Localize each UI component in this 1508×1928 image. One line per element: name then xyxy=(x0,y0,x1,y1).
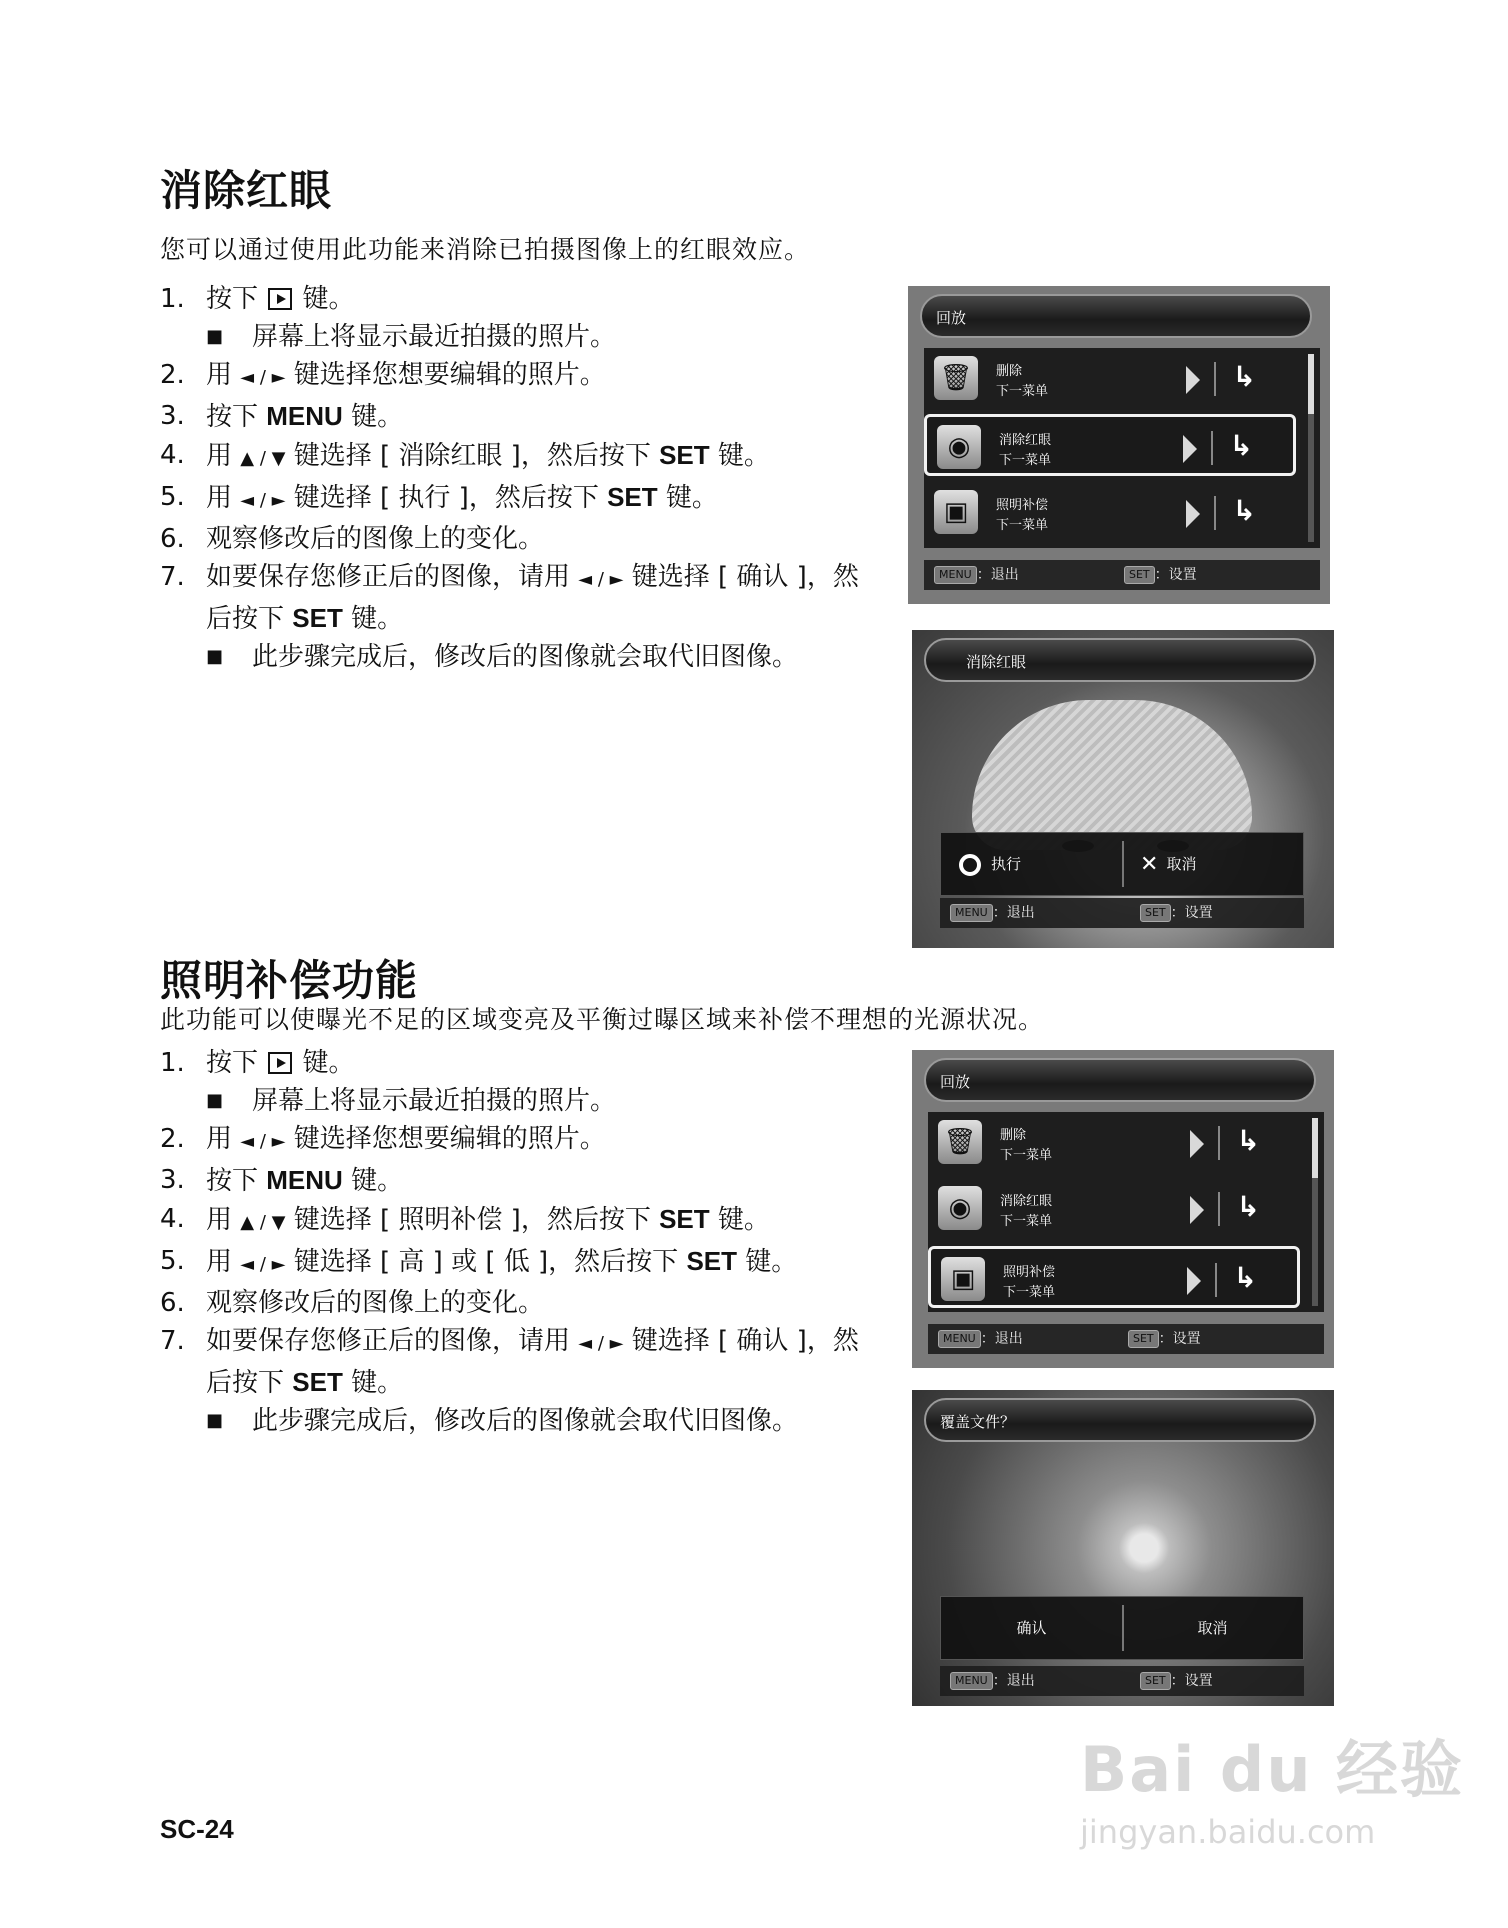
step-item: 4. 用 ▲ / ▼ 键选择 [ 消除红眼 ]，然后按下 SET 键。 xyxy=(160,440,770,471)
steps-list-backlight xyxy=(160,1044,880,1440)
screen-title: 回放 xyxy=(920,294,1312,338)
trash-icon: 🗑 xyxy=(934,356,978,400)
menu-item-redeye[interactable]: ◉ 消除红眼 下一菜单 ↳ xyxy=(928,1178,1300,1240)
screen-footer: MENU ：退出 SET ：设置 xyxy=(940,898,1304,928)
menu-item-delete[interactable]: 🗑 删除 下一菜单 ↳ xyxy=(928,1112,1300,1174)
step-item: 5. 用 ◄ / ► 键选择 [ 执行 ]，然后按下 SET 键。 xyxy=(160,482,718,513)
screen-footer: MENU ：退出 SET ：设置 xyxy=(928,1324,1324,1354)
enter-icon: ↳ xyxy=(1233,1261,1257,1294)
confirm-option[interactable]: 确认 xyxy=(1016,1619,1047,1637)
step-item: 5. 用 ◄ / ► 键选择 [ 高 ] 或 [ 低 ]，然后按下 SET 键。 xyxy=(160,1246,798,1277)
enter-icon: ↳ xyxy=(1232,494,1256,527)
backlight-icon: ▣ xyxy=(934,490,978,534)
camera-screen-redeye xyxy=(912,630,1334,948)
step-item: 1. 按下 键。 xyxy=(160,284,355,314)
camera-screen-menu-1 xyxy=(908,286,1330,604)
camera-screen-menu-2 xyxy=(912,1050,1334,1368)
arrow-right-icon xyxy=(1190,1196,1204,1224)
menu-item-backlight[interactable]: ▣ 照明补偿 下一菜单 ↳ xyxy=(924,482,1296,544)
step-item: 6. 观察修改后的图像上的变化。 xyxy=(160,1288,545,1318)
step-item: 2. 用 ◄ / ► 键选择您想要编辑的照片。 xyxy=(160,1124,606,1154)
circle-icon xyxy=(959,854,981,876)
x-icon: ✕ xyxy=(1140,851,1159,877)
arrow-right-icon xyxy=(1186,366,1200,394)
backlight-icon: ▣ xyxy=(941,1257,985,1301)
screen-footer: MENU ：退出 SET ：设置 xyxy=(924,560,1320,590)
trash-icon: 🗑 xyxy=(938,1120,982,1164)
screen-title: 消除红眼 xyxy=(924,638,1316,682)
enter-icon: ↳ xyxy=(1229,429,1253,462)
section-heading-backlight: 照明补偿功能 xyxy=(160,956,419,1005)
enter-icon: ↳ xyxy=(1236,1124,1260,1157)
step-item: 6. 观察修改后的图像上的变化。 xyxy=(160,524,545,554)
step-note: ■ 此步骤完成后，修改后的图像就会取代旧图像。 xyxy=(206,642,799,672)
arrow-right-icon xyxy=(1186,500,1200,528)
play-key-icon xyxy=(268,1052,292,1074)
cancel-option[interactable]: 取消 xyxy=(1197,1619,1228,1637)
menu-panel xyxy=(924,348,1320,548)
redeye-dialog xyxy=(940,832,1304,896)
menu-item-redeye[interactable]: ◉ 消除红眼 下一菜单 ↳ xyxy=(924,414,1296,476)
step-note: ■ 屏幕上将显示最近拍摄的照片。 xyxy=(206,322,617,352)
eye-icon: ◉ xyxy=(937,425,981,469)
play-key-icon xyxy=(268,288,292,310)
screen-title: 覆盖文件？ xyxy=(924,1398,1316,1442)
step-item: 4. 用 ▲ / ▼ 键选择 [ 照明补偿 ]，然后按下 SET 键。 xyxy=(160,1204,770,1235)
section-intro-redeye: 您可以通过使用此功能来消除已拍摄图像上的红眼效应。 xyxy=(160,235,811,264)
camera-screen-overwrite xyxy=(912,1390,1334,1706)
overwrite-dialog xyxy=(940,1596,1304,1660)
step-item: 3. 按下 MENU 键。 xyxy=(160,401,404,432)
menu-item-backlight[interactable]: ▣ 照明补偿 下一菜单 ↳ xyxy=(928,1246,1300,1308)
cancel-option[interactable]: ✕ 取消 xyxy=(1122,833,1303,895)
arrow-right-icon xyxy=(1187,1267,1201,1295)
step-item: 2. 用 ◄ / ► 键选择您想要编辑的照片。 xyxy=(160,360,606,390)
page-number: SC-24 xyxy=(160,1814,234,1844)
scrollbar[interactable] xyxy=(1312,1118,1318,1306)
section-heading-redeye: 消除红眼 xyxy=(160,166,333,215)
arrow-right-icon xyxy=(1190,1130,1204,1158)
menu-item-delete[interactable]: 🗑 删除 下一菜单 ↳ xyxy=(924,348,1296,410)
step-item: 3. 按下 MENU 键。 xyxy=(160,1165,404,1196)
enter-icon: ↳ xyxy=(1232,360,1256,393)
execute-option[interactable]: 执行 xyxy=(941,833,1122,895)
step-item: 1. 按下 键。 xyxy=(160,1048,355,1078)
step-note: ■ 此步骤完成后，修改后的图像就会取代旧图像。 xyxy=(206,1406,799,1436)
menu-panel xyxy=(928,1112,1324,1312)
step-item: 7. 如要保存您修正后的图像，请用 ◄ / ► 键选择 [ 确认 ]，然后按下 SET 键。 xyxy=(160,1326,859,1398)
scrollbar[interactable] xyxy=(1308,354,1314,542)
arrow-right-icon xyxy=(1183,435,1197,463)
step-note: ■ 屏幕上将显示最近拍摄的照片。 xyxy=(206,1086,617,1116)
step-item: 7. 如要保存您修正后的图像，请用 ◄ / ► 键选择 [ 确认 ]，然后按下 SET 键。 xyxy=(160,562,859,634)
enter-icon: ↳ xyxy=(1236,1190,1260,1223)
section-intro-backlight: 此功能可以使曝光不足的区域变亮及平衡过曝区域来补偿不理想的光源状况。 xyxy=(160,1005,1045,1034)
eye-icon: ◉ xyxy=(938,1186,982,1230)
watermark: Bai du 经验 jingyan.baidu.com xyxy=(1080,1733,1465,1851)
screen-title: 回放 xyxy=(924,1058,1316,1102)
screen-footer: MENU ：退出 SET ：设置 xyxy=(940,1666,1304,1696)
steps-list-redeye xyxy=(160,280,880,676)
